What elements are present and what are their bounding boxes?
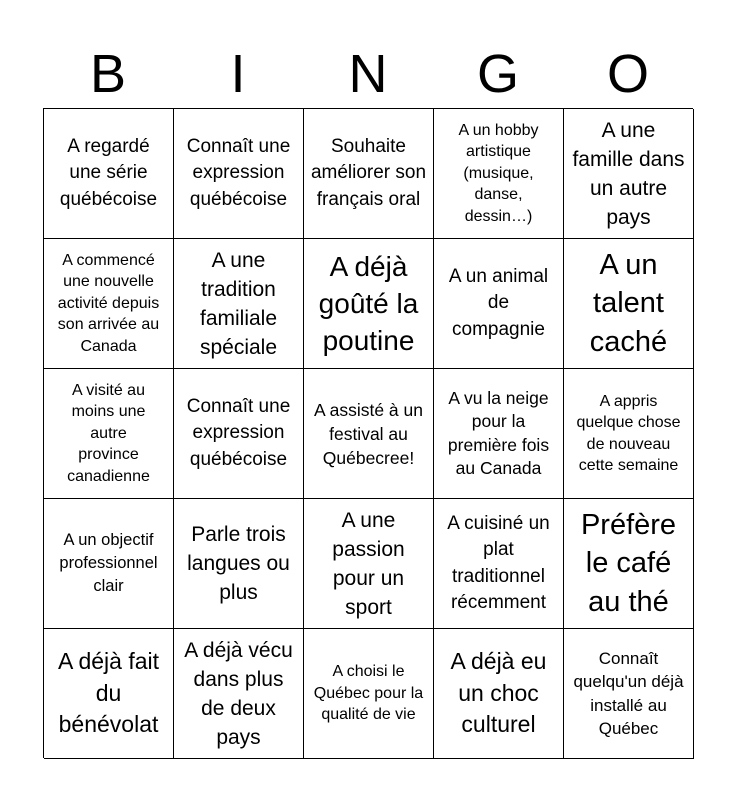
cell-text: A un hobby artistique (musique, danse, dessin…) xyxy=(458,121,539,225)
bingo-cell-1-4[interactable] xyxy=(434,109,564,239)
bingo-cell-4-4[interactable] xyxy=(434,499,564,629)
bingo-cell-2-4[interactable] xyxy=(434,239,564,369)
cell-text: A une passion pour un sport xyxy=(332,508,405,619)
bingo-cell-4-3[interactable] xyxy=(304,499,434,629)
bingo-cell-4-1[interactable] xyxy=(44,499,174,629)
cell-text: Connaît quelqu'un déjà installé au Québec xyxy=(573,648,684,738)
bingo-cell-2-3[interactable] xyxy=(304,239,434,369)
bingo-cell-3-3[interactable] xyxy=(304,369,434,499)
cell-text: A commencé une nouvelle activité depuis son arrivée au Canada xyxy=(57,251,160,355)
bingo-cell-3-2[interactable] xyxy=(174,369,304,499)
bingo-cell-3-1[interactable] xyxy=(44,369,174,499)
bingo-cell-5-5[interactable] xyxy=(564,629,694,759)
header-letter-i: I xyxy=(230,44,246,104)
cell-text: Parle trois langues ou plus xyxy=(187,523,290,604)
cell-text: A cuisiné un plat traditionnel récemment xyxy=(447,512,550,613)
bingo-cell-2-5[interactable] xyxy=(564,239,694,369)
bingo-cell-4-5[interactable] xyxy=(564,499,694,629)
cell-text: A une famille dans un autre pays xyxy=(572,118,685,229)
cell-text: A déjà goûté la poutine xyxy=(318,251,419,356)
bingo-cell-5-3[interactable] xyxy=(304,629,434,759)
bingo-cell-1-5[interactable] xyxy=(564,109,694,239)
bingo-cell-3-5[interactable] xyxy=(564,369,694,499)
cell-text: Préfère le café au thé xyxy=(580,508,677,618)
bingo-cell-3-4[interactable] xyxy=(434,369,564,499)
cell-text: A déjà eu un choc culturel xyxy=(450,648,547,738)
cell-text: A vu la neige pour la première fois au Canada xyxy=(447,387,550,478)
cell-text: A déjà fait du bénévolat xyxy=(57,648,160,738)
cell-text: A un animal de compagnie xyxy=(448,265,549,340)
bingo-cell-4-2[interactable] xyxy=(174,499,304,629)
cell-text: Connaît une expression québécoise xyxy=(186,395,291,470)
header-letter-g: G xyxy=(476,44,519,104)
cell-text: Souhaite améliorer son français oral xyxy=(310,135,427,210)
bingo-cell-5-2[interactable] xyxy=(174,629,304,759)
header-letter-o: O xyxy=(606,44,649,104)
cell-text: A visité au moins une autre province canadienne xyxy=(67,381,150,485)
bingo-cell-1-3[interactable] xyxy=(304,109,434,239)
cell-text: A une tradition familiale spéciale xyxy=(199,248,278,359)
cell-text: A regardé une série québécoise xyxy=(59,135,158,210)
cell-text: A appris quelque chose de nouveau cette semaine xyxy=(576,392,681,474)
bingo-cell-5-4[interactable] xyxy=(434,629,564,759)
bingo-cell-5-1[interactable] xyxy=(44,629,174,759)
cell-text: A choisi le Québec pour la qualité de vie xyxy=(313,663,424,724)
cell-text: A un talent caché xyxy=(589,248,668,358)
cell-text: A déjà vécu dans plus de deux pays xyxy=(184,638,293,749)
header-letter-n: N xyxy=(348,44,388,104)
bingo-header xyxy=(43,40,693,108)
cell-text: A un objectif professionnel clair xyxy=(59,531,158,595)
header-letter-b: B xyxy=(89,44,127,104)
bingo-cell-2-1[interactable] xyxy=(44,239,174,369)
bingo-cell-2-2[interactable] xyxy=(174,239,304,369)
bingo-cell-1-2[interactable] xyxy=(174,109,304,239)
bingo-grid xyxy=(43,108,693,758)
bingo-cell-1-1[interactable] xyxy=(44,109,174,239)
cell-text: A assisté à un festival au Québecree! xyxy=(314,399,423,468)
cell-text: Connaît une expression québécoise xyxy=(186,135,291,210)
